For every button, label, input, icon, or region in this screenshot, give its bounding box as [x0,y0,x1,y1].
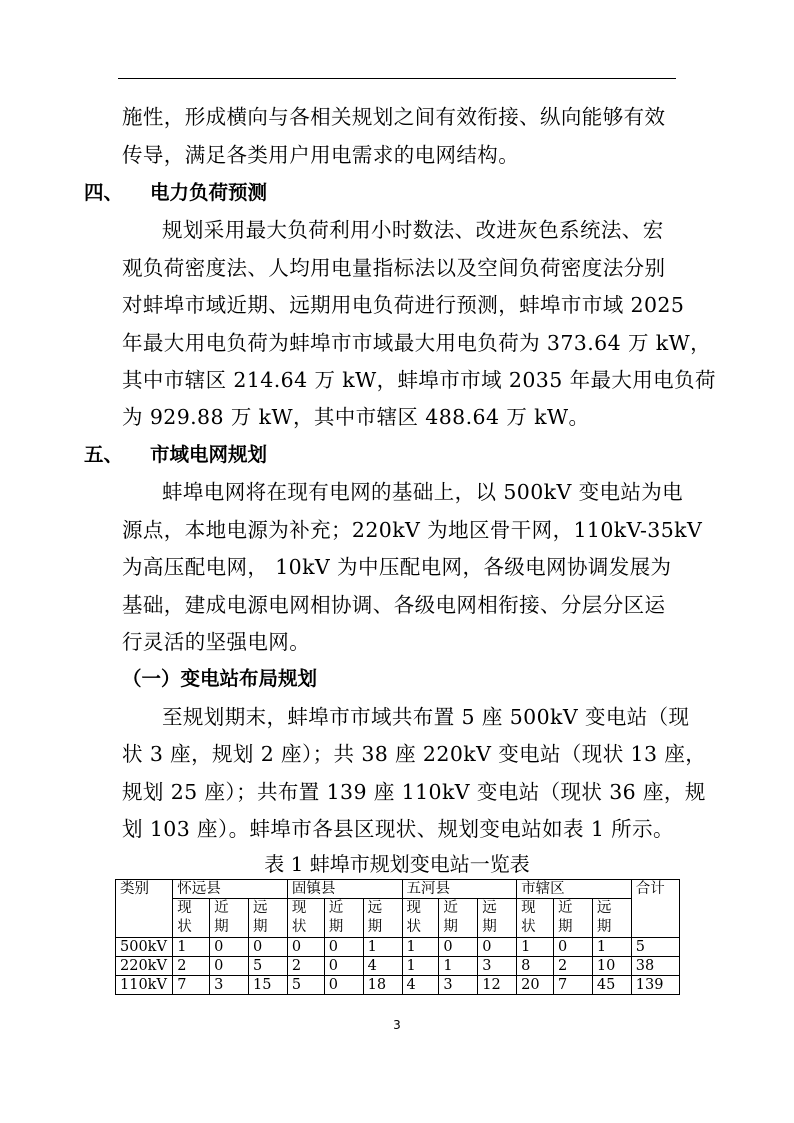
table-cell: 7 [553,976,592,995]
table-cell: 1 [402,938,439,957]
body-line: 规划采用最大负荷利用小时数法、改进灰色系统法、宏 [162,218,664,242]
table-cell: 4 [402,976,439,995]
page-number: 3 [393,1018,401,1032]
body-line: 对蚌埠市域近期、远期用电负荷进行预测，蚌埠市市域 2025 [122,293,685,317]
table-cell: 1 [402,957,439,976]
body-line: 为 929.88 万 kW，其中市辖区 488.64 万 kW。 [122,405,590,429]
table-cell: 0 [324,976,363,995]
table-cell: 8 [517,957,554,976]
subheader-cell: 近 期 [210,899,249,938]
subheader-cell: 远 期 [248,899,287,938]
substation-table [115,879,680,995]
row-total: 139 [631,976,679,995]
body-line: 其中市辖区 214.64 万 kW，蚌埠市市域 2035 年最大用电负荷 [122,368,716,392]
table-cell: 1 [592,938,631,957]
subsection-1-title: （一）变电站布局规划 [122,667,318,690]
table-cell: 45 [592,976,631,995]
body-line: 规划 25 座）；共布置 139 座 110kV 变电站（现状 36 座，规 [122,780,706,804]
subheader-cell: 近 期 [553,899,592,938]
table-cell: 4 [363,957,402,976]
table-cell: 2 [553,957,592,976]
row-label: 500kV [116,938,173,957]
subheader-cell: 现 状 [287,899,324,938]
table-cell: 20 [517,976,554,995]
table-row [116,976,680,995]
table-cell: 18 [363,976,402,995]
table-cell: 0 [248,938,287,957]
table-cell: 2 [173,957,210,976]
section-4-number: 四、 [84,181,124,204]
row-label: 110kV [116,976,173,995]
body-line: 至规划期末，蚌埠市市域共布置 5 座 500kV 变电站（现 [162,705,690,729]
body-line: 施性，形成横向与各相关规划之间有效衔接、纵向能够有效 [122,105,666,129]
body-line: 蚌埠电网将在现有电网的基础上，以 500kV 变电站为电 [162,480,684,504]
body-line: 年最大用电负荷为蚌埠市市域最大用电负荷为 373.64 万 kW， [122,331,711,355]
group-header: 五河县 [402,880,517,899]
group-header: 怀远县 [173,880,288,899]
subheader-cell: 远 期 [592,899,631,938]
table-cell: 12 [478,976,517,995]
table-cell: 1 [173,938,210,957]
group-header: 固镇县 [287,880,402,899]
table-cell: 3 [210,976,249,995]
section-5-title: 市域电网规划 [150,443,268,466]
table-cell: 7 [173,976,210,995]
table-cell: 1 [517,938,554,957]
table-cell: 0 [439,938,478,957]
table-corner-cell: 类别 [116,880,173,938]
body-line: 行灵活的坚强电网。 [122,630,311,654]
table-cell: 0 [553,938,592,957]
table-cell: 2 [287,957,324,976]
table-cell: 0 [210,938,249,957]
body-line: 状 3 座，规划 2 座）；共 38 座 220kV 变电站（现状 13 座， [122,742,707,766]
subheader-cell: 现 状 [517,899,554,938]
table-row [116,938,680,957]
table-cell: 3 [439,976,478,995]
table-row [116,957,680,976]
table-cell: 1 [363,938,402,957]
body-line: 基础，建成电源电网相协调、各级电网相衔接、分层分区运 [122,593,666,617]
total-header: 合计 [631,880,679,938]
body-line: 为高压配电网， 10kV 为中压配电网，各级电网协调发展为 [122,555,672,579]
table-cell: 5 [248,957,287,976]
header-rule [118,78,676,79]
subheader-cell: 近 期 [324,899,363,938]
row-total: 5 [631,938,679,957]
table-cell: 0 [324,938,363,957]
table-caption: 表 1 蚌埠市规划变电站一览表 [264,852,530,876]
row-total: 38 [631,957,679,976]
subheader-cell: 远 期 [478,899,517,938]
table-subheader-row [116,899,680,938]
table-cell: 0 [478,938,517,957]
body-line: 划 103 座）。蚌埠市各县区现状、规划变电站如表 1 所示。 [122,817,674,841]
table-cell: 0 [324,957,363,976]
subheader-cell: 现 状 [173,899,210,938]
table-cell: 0 [287,938,324,957]
subheader-cell: 远 期 [363,899,402,938]
subheader-cell: 近 期 [439,899,478,938]
table-cell: 5 [287,976,324,995]
table-cell: 0 [210,957,249,976]
table-cell: 15 [248,976,287,995]
row-label: 220kV [116,957,173,976]
table-cell: 1 [439,957,478,976]
table-cell: 10 [592,957,631,976]
table-cell: 3 [478,957,517,976]
section-4-title: 电力负荷预测 [150,181,268,204]
body-line: 观负荷密度法、人均用电量指标法以及空间负荷密度法分别 [122,256,666,280]
body-line: 源点，本地电源为补充；220kV 为地区骨干网，110kV-35kV [122,518,703,542]
section-5-number: 五、 [84,443,124,466]
table-header-row [116,880,680,899]
subheader-cell: 现 状 [402,899,439,938]
body-line: 传导，满足各类用户用电需求的电网结构。 [122,143,520,167]
group-header: 市辖区 [517,880,632,899]
